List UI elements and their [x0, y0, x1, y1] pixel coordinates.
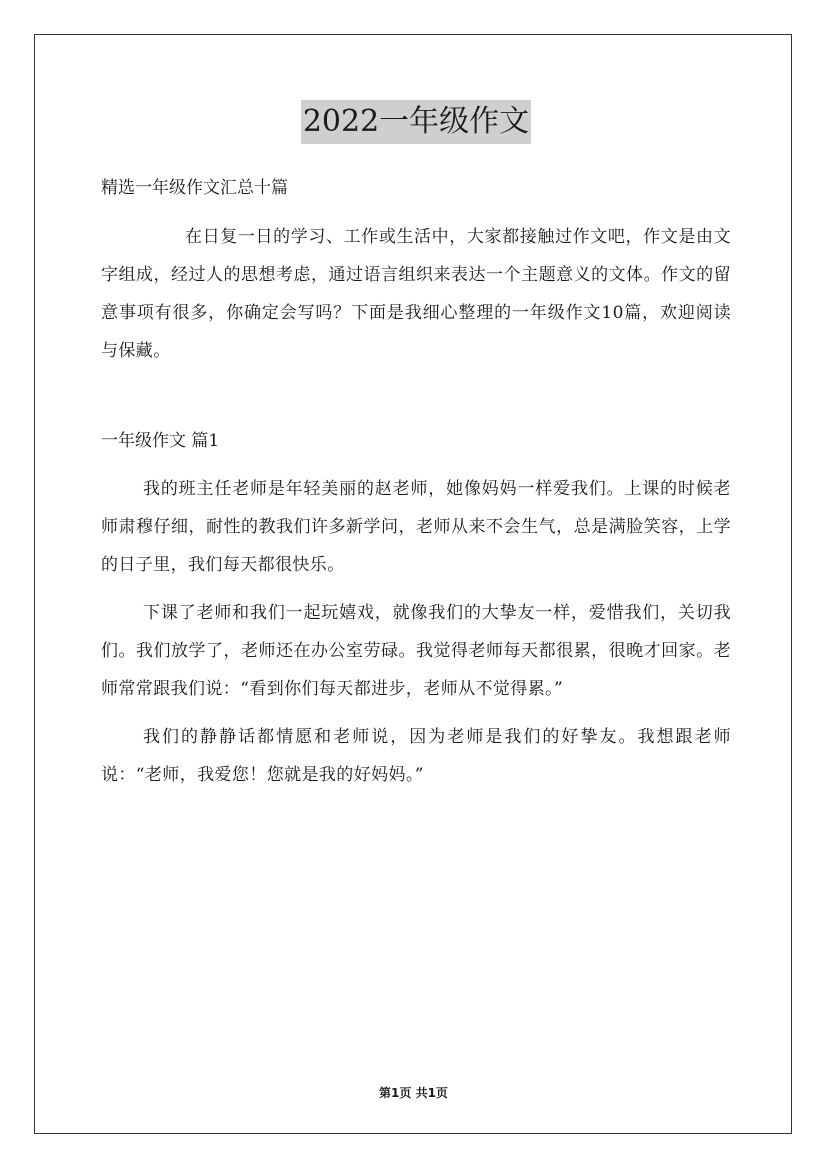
body-paragraph-1: 我的班主任老师是年轻美丽的赵老师，她像妈妈一样爱我们。上课的时候老师肃穆仔细，耐性的教我们许多新学问，老师从来不会生气，总是满脸笑容，上学的日子里，我们每天都很快乐。 [101, 479, 731, 575]
section-heading: 一年级作文 篇1 [101, 431, 220, 451]
intro-paragraph: 在日复一日的学习、工作或生活中，大家都接触过作文吧，作文是由文字组成，经过人的思想考虑，通过语言组织来表达一个主题意义的文体。作文的留意事项有很多，你确定会写吗？下面是我细心整理的一年级作文10篇，欢迎阅读与保藏。 [101, 227, 731, 361]
page-footer: 第1页 共1页 [379, 1086, 448, 1100]
document-body [101, 100, 731, 804]
body-paragraph-3: 我们的静静话都情愿和老师说，因为老师是我们的好挚友。我想跟老师说：“老师，我爱您！您就是我的好妈妈。” [101, 727, 731, 785]
title-wrap [101, 100, 731, 144]
document-subtitle: 精选一年级作文汇总十篇 [101, 178, 288, 198]
document-title: 2022一年级作文 [301, 100, 531, 144]
body-paragraph-2: 下课了老师和我们一起玩嬉戏，就像我们的大挚友一样，爱惜我们，关切我们。我们放学了，老师还在办公室劳碌。我觉得老师每天都很累，很晚才回家。老师常常跟我们说：“看到你们每天都进步，老师从不觉得累。” [101, 603, 731, 699]
